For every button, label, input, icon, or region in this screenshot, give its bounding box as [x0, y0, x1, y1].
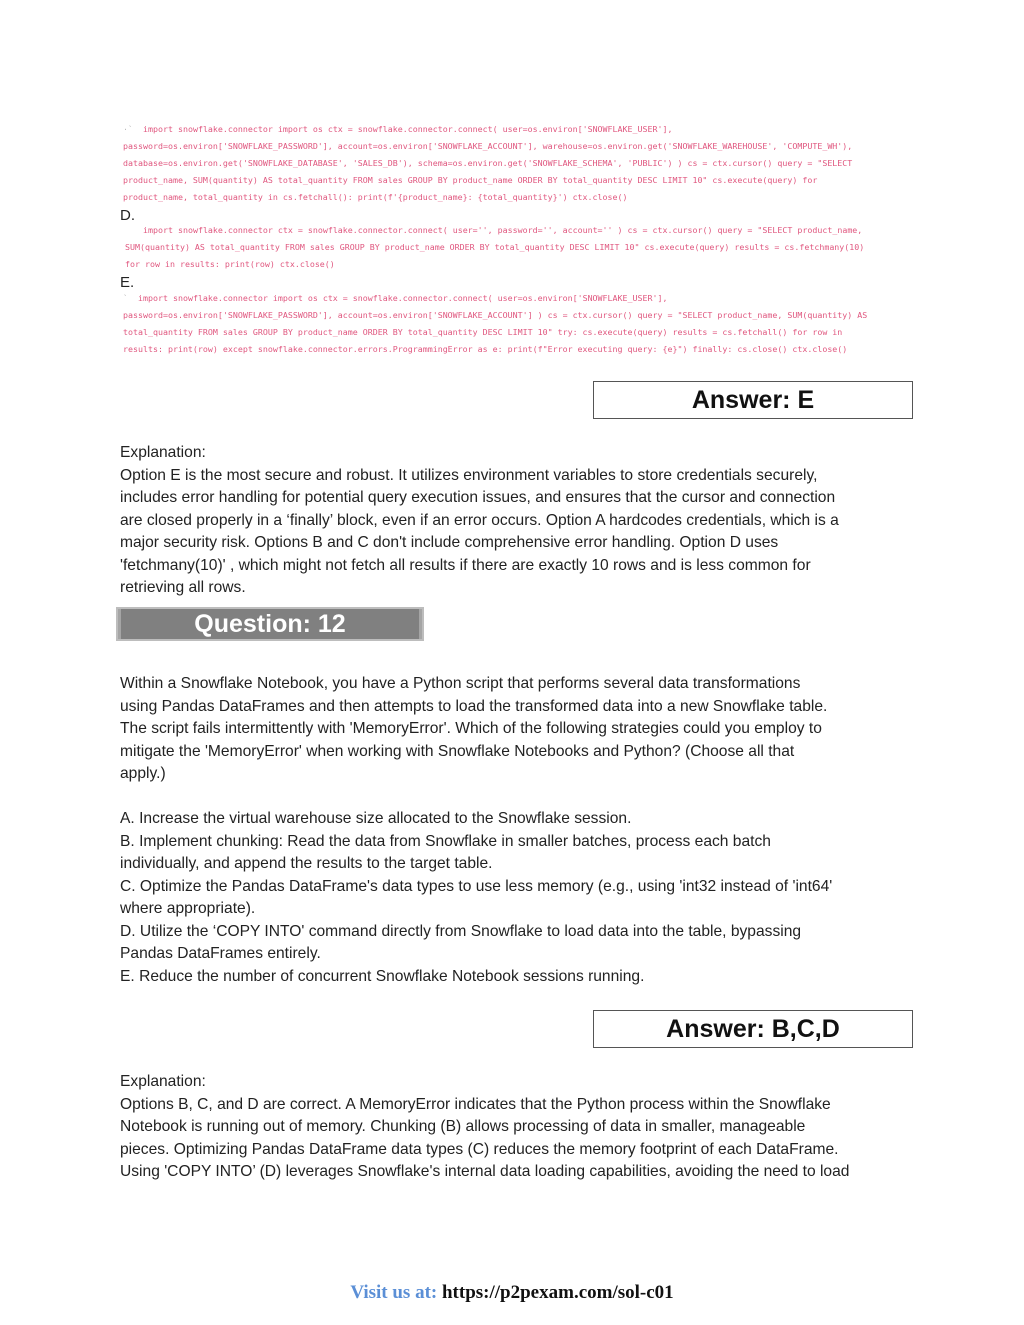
question-title: Question: 12: [194, 609, 346, 638]
code-line: for row in results: print(row) ctx.close(): [125, 259, 335, 269]
question-banner: [116, 607, 424, 641]
option-line: E. Reduce the number of concurrent Snowflake Notebook sessions running.: [120, 967, 645, 985]
explanation-paragraph: [120, 442, 910, 600]
code-line: import snowflake.connector ctx = snowflake.connector.connect( user='', password='', account='' ) cs = ctx.cursor() query = "SELECT product_name,: [143, 225, 863, 235]
text-line: Using 'COPY INTO’ (D) leverages Snowflake's internal data loading capabilities, avoiding the need to load: [120, 1163, 850, 1180]
code-line: ` import snowflake.connector import os ctx = snowflake.connector.connect( user=os.environ['SNOWFLAKE_USER'],: [123, 293, 668, 303]
footer-link[interactable]: https://p2pexam.com/sol-c01: [441, 1282, 674, 1303]
code-line: SUM(quantity) AS total_quantity FROM sales GROUP BY product_name ORDER BY total_quantity DESC LIMIT 10" cs.execute(query) results = cs.fetchmany(10): [125, 242, 865, 252]
option-line: Pandas DataFrames entirely.: [120, 945, 321, 962]
code-line: results: print(row) except snowflake.connector.errors.ProgrammingError as e: print(f"Error executing query: {e}") finally: cs.close() ctx.close(): [123, 344, 848, 354]
text-line: apply.): [120, 765, 166, 782]
text-line: Option E is the most secure and robust. It utilizes environment variables to store credentials securely,: [120, 466, 818, 484]
code-line: product_name, total_quantity in cs.fetchall(): print(f'{product_name}: {total_quantity}') ctx.close(): [123, 192, 628, 202]
option-d-label: D.: [120, 207, 135, 224]
text-line: Explanation:: [120, 1073, 206, 1090]
answer-options: [120, 808, 910, 988]
footer-label: Visit us at:: [350, 1282, 438, 1303]
code-block-option-e: [123, 290, 913, 358]
text-line: The script fails intermittently with 'MemoryError'. Which of the following strategies could you employ to: [120, 720, 822, 737]
answer-box: [593, 1010, 913, 1048]
code-line: password=os.environ['SNOWFLAKE_PASSWORD'], account=os.environ['SNOWFLAKE_ACCOUNT'], warehouse=os.environ.get('SNOWFLAKE_WAREHOUSE', 'COMPUTE_WH'),: [123, 141, 853, 151]
text-line: Within a Snowflake Notebook, you have a Python script that performs several data transformations: [120, 675, 801, 692]
text-line: pieces. Optimizing Pandas DataFrame data types (C) reduces the memory footprint of each DataFrame.: [120, 1140, 839, 1158]
code-block-option-d: [123, 222, 913, 273]
text-line: 'fetchmany(10)' , which might not fetch all results if there are exactly 10 rows and is less common for: [120, 556, 811, 574]
code-line: password=os.environ['SNOWFLAKE_PASSWORD'], account=os.environ['SNOWFLAKE_ACCOUNT'] ) cs = ctx.cursor() query = "SELECT product_name, SUM(quantity) AS: [123, 310, 868, 320]
code-line: database=os.environ.get('SNOWFLAKE_DATABASE', 'SALES_DB'), schema=os.environ.get('SNOWFLAKE_SCHEMA', 'PUBLIC') ) cs = ctx.cursor() query = "SELECT: [123, 158, 853, 168]
text-line: retrieving all rows.: [120, 579, 246, 596]
answer-box: [593, 381, 913, 419]
answer-text: Answer: E: [691, 385, 815, 414]
option-line: where appropriate).: [120, 900, 256, 917]
option-line: individually, and append the results to the target table.: [120, 855, 493, 872]
code-line: ·` import snowflake.connector import os ctx = snowflake.connector.connect( user=os.environ['SNOWFLAKE_USER'],: [123, 124, 673, 134]
text-line: major security risk. Options B and C don't include comprehensive error handling. Option D uses: [120, 534, 779, 551]
answer-text: Answer: B,C,D: [666, 1014, 840, 1043]
explanation-paragraph: [120, 1071, 910, 1184]
option-e-label: E.: [120, 274, 135, 291]
option-line: D. Utilize the ‘COPY INTO' command directly from Snowflake to load data into the table, bypassing: [120, 922, 802, 940]
text-line: Notebook is running out of memory. Chunking (B) allows processing of data in smaller, manageable: [120, 1118, 806, 1135]
page-footer: [0, 1282, 1024, 1304]
text-line: are closed properly in a ‘finally’ block, even if an error occurs. Option A hardcodes credentials, which is a: [120, 511, 839, 529]
code-block-option-c: [123, 121, 913, 206]
text-line: mitigate the 'MemoryError' when working with Snowflake Notebooks and Python? (Choose all that: [120, 742, 795, 760]
option-line: C. Optimize the Pandas DataFrame's data types to use less memory (e.g., using 'int32 instead of 'int64': [120, 877, 833, 895]
text-line: using Pandas DataFrames and then attempts to load the transformed data into a new Snowflake table.: [120, 697, 828, 715]
option-line: B. Implement chunking: Read the data from Snowflake in smaller batches, process each batch: [120, 832, 771, 850]
question-text: [120, 673, 910, 786]
code-line: product_name, SUM(quantity) AS total_quantity FROM sales GROUP BY product_name ORDER BY total_quantity DESC LIMIT 10" cs.execute(query) for: [123, 175, 818, 185]
option-line: A. Increase the virtual warehouse size allocated to the Snowflake session.: [120, 810, 632, 827]
text-line: Options B, C, and D are correct. A MemoryError indicates that the Python process within the Snowflake: [120, 1095, 831, 1113]
text-line: Explanation:: [120, 444, 206, 461]
text-line: includes error handling for potential query execution issues, and ensures that the cursor and connection: [120, 489, 836, 506]
code-line: total_quantity FROM sales GROUP BY product_name ORDER BY total_quantity DESC LIMIT 10" try: cs.execute(query) results = cs.fetchall() for row in: [123, 327, 843, 337]
